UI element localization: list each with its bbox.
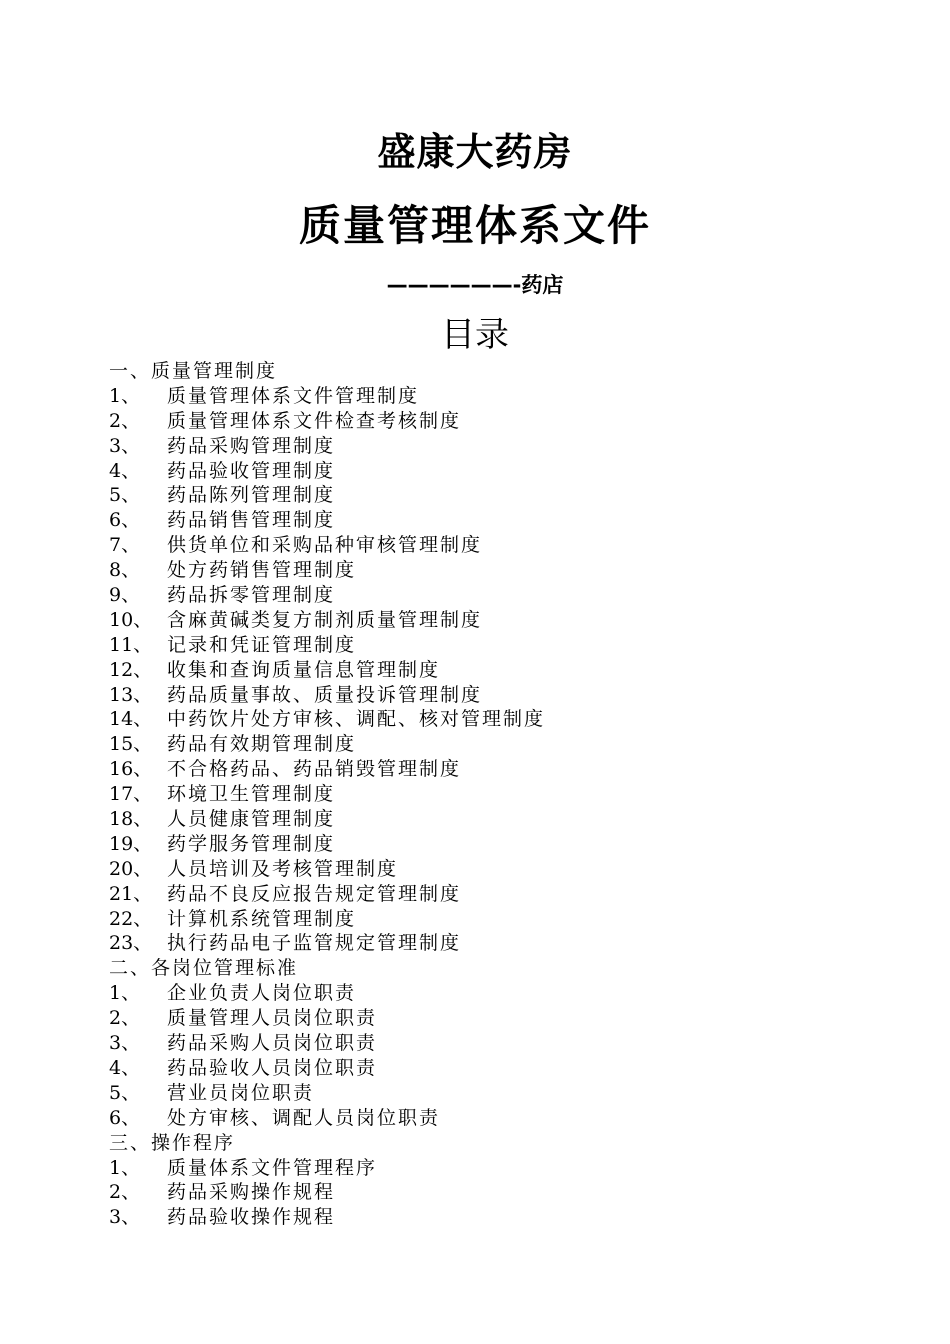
toc-item-label: 药品验收人员岗位职责 [167,1056,378,1079]
toc-item-number: 17、 [109,783,153,806]
toc-item-number: 4、 [109,1056,141,1079]
toc-section-heading: 一、质量管理制度 [109,360,278,382]
toc-item-label: 药品验收管理制度 [167,459,336,482]
toc-item-label: 药品验收操作规程 [167,1206,336,1229]
toc-item [109,1031,869,1056]
toc-item [109,1006,869,1031]
toc-item-number: 6、 [109,1106,141,1129]
toc-item-label: 含麻黄碱类复方制剂质量管理制度 [167,608,483,631]
toc-item-number: 13、 [109,683,153,706]
toc-item [109,683,869,708]
toc-item [109,732,869,757]
toc-item-label: 药品不良反应报告规定管理制度 [167,882,462,905]
toc-item-label: 药品采购操作规程 [167,1181,336,1204]
toc-item-number: 16、 [109,758,153,781]
toc-section-heading: 二、各岗位管理标准 [109,957,299,980]
toc-item [109,832,869,857]
toc-item [109,1106,869,1131]
toc-item [109,459,869,484]
toc-item-number: 2、 [109,1007,141,1030]
toc-item [109,384,869,409]
toc-item [109,608,869,633]
toc-item-label: 计算机系统管理制度 [167,907,357,930]
toc-item [109,1056,869,1081]
toc-item-label: 人员培训及考核管理制度 [167,857,399,880]
toc-item-label: 药品陈列管理制度 [167,484,336,507]
toc-item-number: 2、 [109,1181,141,1204]
toc-item-label: 中药饮片处方审核、调配、核对管理制度 [167,708,546,731]
toc-item-number: 2、 [109,409,141,432]
toc-item-label: 质量体系文件管理程序 [167,1156,378,1179]
toc-item-label: 环境卫生管理制度 [167,783,336,806]
document-tagline: ——————-药店 [386,273,564,297]
toc-item-number: 3、 [109,1032,141,1055]
toc-item-label: 收集和查询质量信息管理制度 [167,658,441,681]
document-title: 盛康大药房 [377,130,573,174]
toc-item-number: 5、 [109,484,141,507]
toc-item-label: 处方药销售管理制度 [167,559,357,582]
toc-item-label: 质量管理人员岗位职责 [167,1007,378,1030]
toc-item-label: 药品销售管理制度 [167,509,336,532]
toc-item [109,907,869,932]
toc-item-number: 9、 [109,584,141,607]
toc-item [109,633,869,658]
toc-item-number: 8、 [109,559,141,582]
toc-item-number: 10、 [109,608,153,631]
toc-item-label: 药品质量事故、质量投诉管理制度 [167,683,483,706]
toc-item-number: 1、 [109,384,141,407]
toc-item-number: 4、 [109,459,141,482]
toc-item-label: 营业员岗位职责 [167,1081,315,1104]
toc-item-label: 药学服务管理制度 [167,832,336,855]
toc-item-number: 7、 [109,534,141,557]
toc-item [109,658,869,683]
toc-item-number: 1、 [109,982,141,1005]
toc-item-number: 20、 [109,857,153,880]
toc-item-number: 6、 [109,509,141,532]
toc-item-number: 19、 [109,832,153,855]
toc-item-number: 11、 [109,633,153,656]
toc-item-number: 23、 [109,932,153,955]
toc-item-number: 14、 [109,708,153,731]
toc-item [109,1156,869,1181]
toc-item [109,757,869,782]
toc-item [109,533,869,558]
toc-item-label: 执行药品电子监管规定管理制度 [167,932,462,955]
toc-item [109,981,869,1006]
toc-item [109,508,869,533]
toc-item [109,409,869,434]
document-subtitle: 质量管理体系文件 [298,201,651,250]
toc-item [109,483,869,508]
toc-item-label: 记录和凭证管理制度 [167,633,357,656]
toc-item-label: 供货单位和采购品种审核管理制度 [167,534,483,557]
toc-item-label: 药品采购管理制度 [167,434,336,457]
toc-item-number: 18、 [109,808,153,831]
toc-item [109,782,869,807]
toc-item [109,931,869,956]
toc-item-label: 药品拆零管理制度 [167,584,336,607]
toc-item [109,434,869,459]
toc-item-label: 药品有效期管理制度 [167,733,357,756]
table-of-contents [109,359,869,1230]
toc-item-number: 22、 [109,907,153,930]
toc-item [109,857,869,882]
toc-item-number: 1、 [109,1156,141,1179]
toc-item [109,1081,869,1106]
toc-item-number: 21、 [109,882,153,905]
toc-item-number: 3、 [109,1206,141,1229]
toc-item-label: 药品采购人员岗位职责 [167,1032,378,1055]
toc-section-heading: 三、操作程序 [109,1131,236,1154]
toc-item-number: 12、 [109,658,153,681]
toc-item [109,558,869,583]
toc-item [109,583,869,608]
toc-item-label: 人员健康管理制度 [167,808,336,831]
toc-item-label: 质量管理体系文件管理制度 [167,384,420,407]
toc-item [109,807,869,832]
toc-item [109,1180,869,1205]
toc-item-number: 3、 [109,434,141,457]
toc-item-label: 企业负责人岗位职责 [167,982,357,1005]
toc-item [109,1205,869,1230]
toc-item [109,707,869,732]
toc-item-number: 5、 [109,1081,141,1104]
toc-item [109,882,869,907]
toc-item-label: 处方审核、调配人员岗位职责 [167,1106,441,1129]
toc-item-label: 质量管理体系文件检查考核制度 [167,409,462,432]
toc-heading: 目录 [441,315,509,355]
toc-item-number: 15、 [109,733,153,756]
toc-item-label: 不合格药品、药品销毁管理制度 [167,758,462,781]
